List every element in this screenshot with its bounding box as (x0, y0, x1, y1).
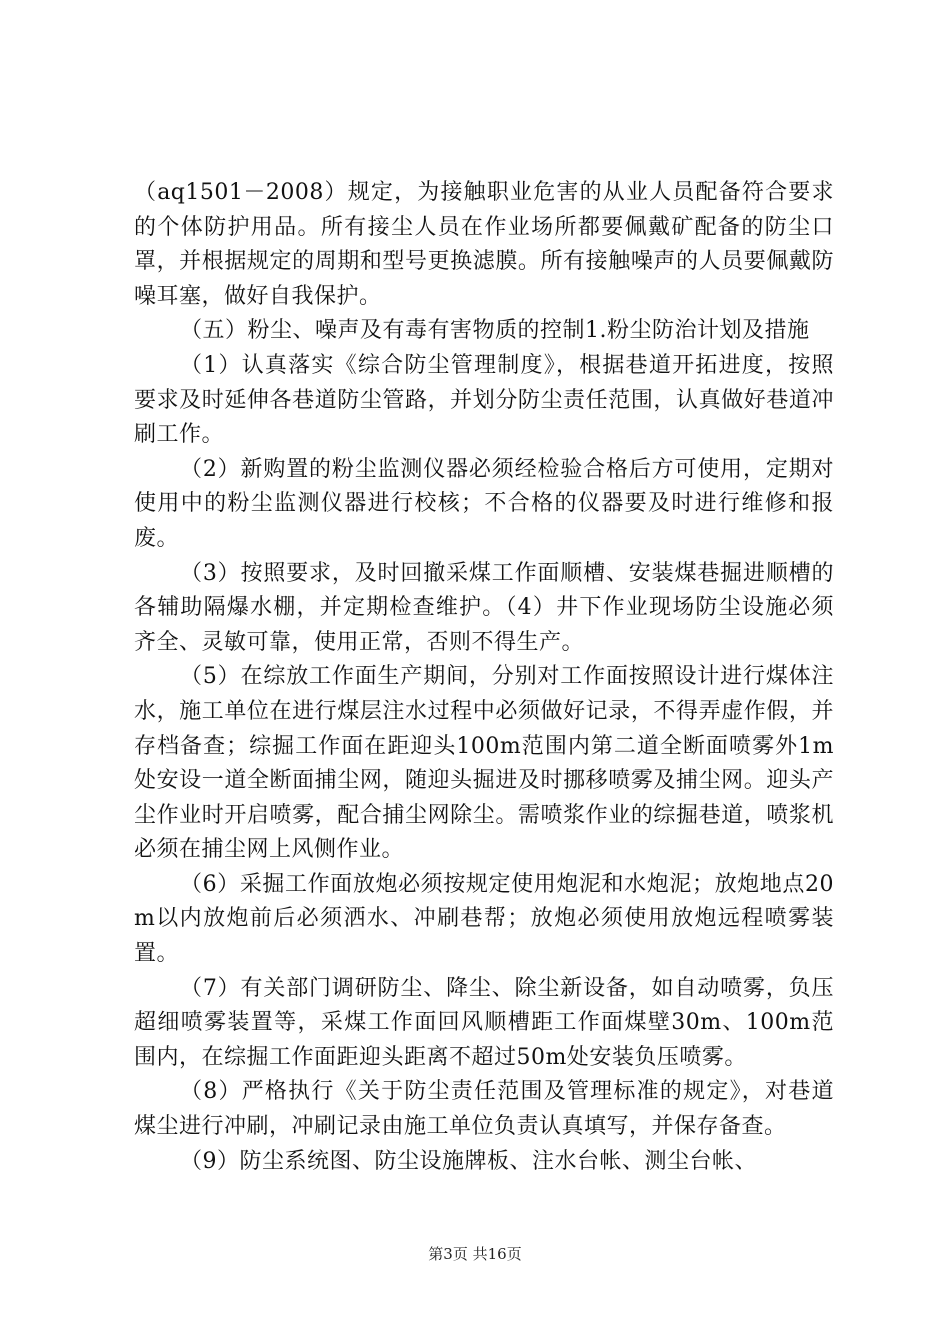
paragraph-6: （6）采掘工作面放炮必须按规定使用炮泥和水炮泥；放炮地点20m以内放炮前后必须洒水、冲刷巷帮；放炮必须使用放炮远程喷雾装置。 (134, 871, 834, 967)
paragraph-2: （1）认真落实《综合防尘管理制度》，根据巷道开拓进度，按照要求及时延伸各巷道防尘管路，并划分防尘责任范围，认真做好巷道冲刷工作。 (134, 352, 834, 448)
paragraph-8: （8）严格执行《关于防尘责任范围及管理标准的规定》，对巷道煤尘进行冲刷，冲刷记录由施工单位负责认真填写，并保存备查。 (134, 1079, 834, 1140)
document-body (134, 176, 834, 1179)
paragraph-7: （7）有关部门调研防尘、降尘、除尘新设备，如自动喷雾，负压超细喷雾装置等，采煤工作面回风顺槽距工作面煤壁30m、100m范围内，在综掘工作面距迎头距离不超过50m处安装负压喷雾。 (134, 975, 834, 1070)
paragraph-4: （3）按照要求，及时回撤采煤工作面顺槽、安装煤巷掘进顺槽的各辅助隔爆水棚，并定期检查维护。（4）井下作业现场防尘设施必须齐全、灵敏可靠，使用正常，否则不得生产。 (134, 560, 834, 655)
page-footer (0, 1243, 950, 1264)
paragraph-9: （9）防尘系统图、防尘设施牌板、注水台帐、测尘台帐、 (180, 1148, 757, 1174)
paragraph-5: （5）在综放工作面生产期间，分别对工作面按照设计进行煤体注水，施工单位在进行煤层注水过程中必须做好记录，不得弄虚作假，并存档备查；综掘工作面在距迎头100m范围内第二道全断面喷雾外1m处安设一道全断面捕尘网，随迎头掘进及时挪移喷雾及捕尘网。迎头产尘作业时开启喷雾，配合捕尘网除尘。需喷浆作业的综掘巷道，喷浆机必须在捕尘网上风侧作业。 (134, 664, 834, 863)
paragraph-3: （2）新购置的粉尘监测仪器必须经检验合格后方可使用，定期对使用中的粉尘监测仪器进行校核；不合格的仪器要及时进行维修和报废。 (134, 456, 834, 551)
paragraph-0: （aq1501－2008）规定，为接触职业危害的从业人员配备符合要求的个体防护用品。所有接尘人员在作业场所都要佩戴矿配备的防尘口罩，并根据规定的周期和型号更换滤膜。所有接触噪声的人员要佩戴防噪耳塞，做好自我保护。 (134, 180, 834, 309)
page-number-label: 第3页 共16页 (428, 1245, 522, 1263)
paragraph-1: （五）粉尘、噪声及有毒有害物质的控制1.粉尘防治计划及措施 (180, 318, 810, 344)
